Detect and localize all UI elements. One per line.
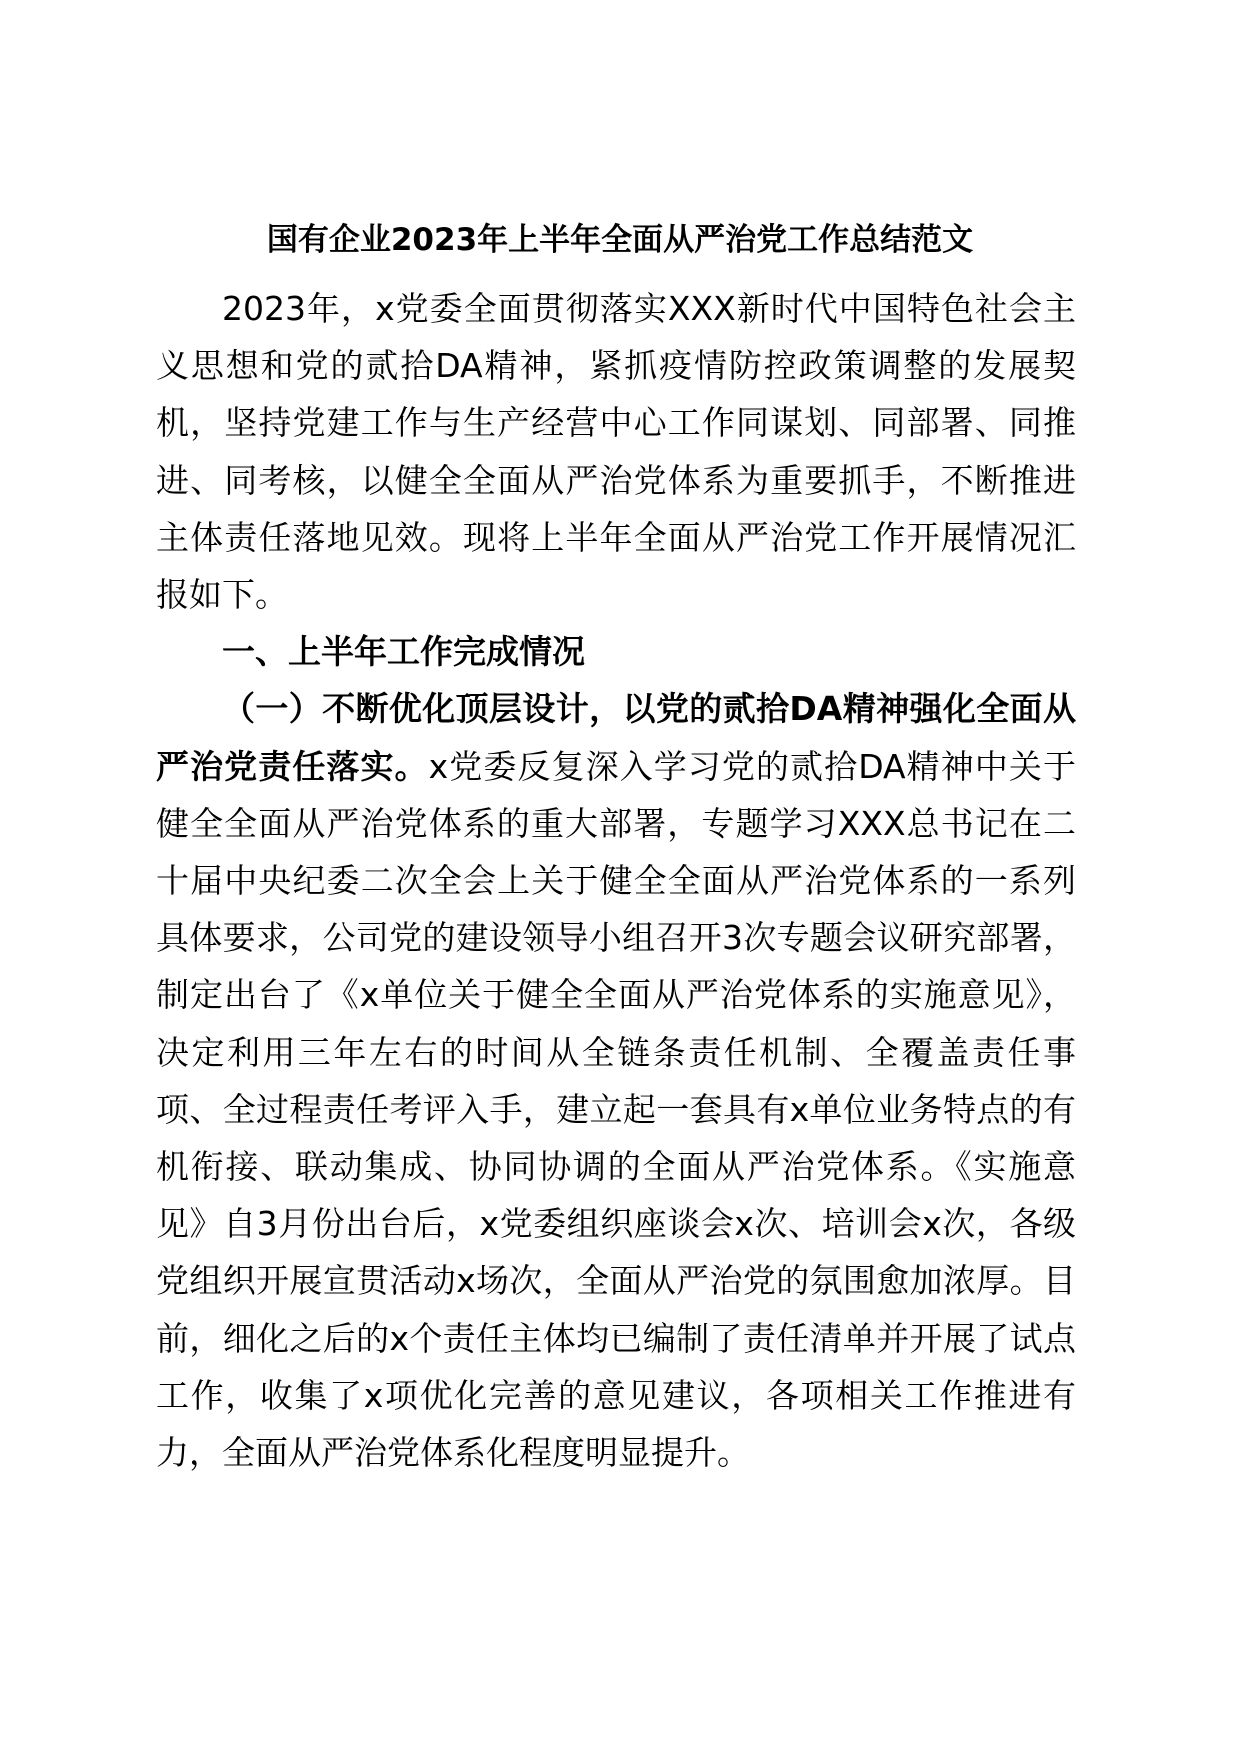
section-item-subheading: （一）不断优化顶层设计，以党的贰拾DA精神强化全面从严治党责任落实。 [156,689,1076,786]
section-item-body: x党委反复深入学习党的贰拾DA精神中关于健全全面从严治党体系的重大部署，专题学习XXX总书记在二十届中央纪委二次全会上关于健全全面从严治党体系的一系列具体要求，公司党的建设领导小组召开3次专题会议研究部署，制定出台了《x单位关于健全全面从严治党体系的实施意见》，决定利用三年左右的时间从全链条责任机制、全覆盖责任事项、全过程责任考评入手，建立起一套具有x单位业务特点的有机衔接、联动集成、协同协调的全面从严治党体系。《实施意见》自3月份出台后，x党委组织座谈会x次、培训会x次，各级党组织开展宣贯活动x场次，全面从严治党的氛围愈加浓厚。目前，细化之后的x个责任主体均已编制了责任清单并开展了试点工作，收集了x项优化完善的意见建议，各项相关工作推进有力，全面从严治党体系化程度明显提升。 [156,746,1077,1473]
section-heading: 一、上半年工作完成情况 [222,632,585,672]
section-item-paragraph [156,680,1076,1481]
document-title: 国有企业2023年上半年全面从严治党工作总结范文 [266,222,974,258]
document-body [156,280,1076,1481]
intro-paragraph: 2023年，x党委全面贯彻落实XXX新时代中国特色社会主义思想和党的贰拾DA精神，紧抓疫情防控政策调整的发展契机，坚持党建工作与生产经营中心工作同谋划、同部署、同推进、同考核，以健全全面从严治党体系为重要抓手，不断推进主体责任落地见效。现将上半年全面从严治党工作开展情况汇报如下。 [156,289,1076,615]
